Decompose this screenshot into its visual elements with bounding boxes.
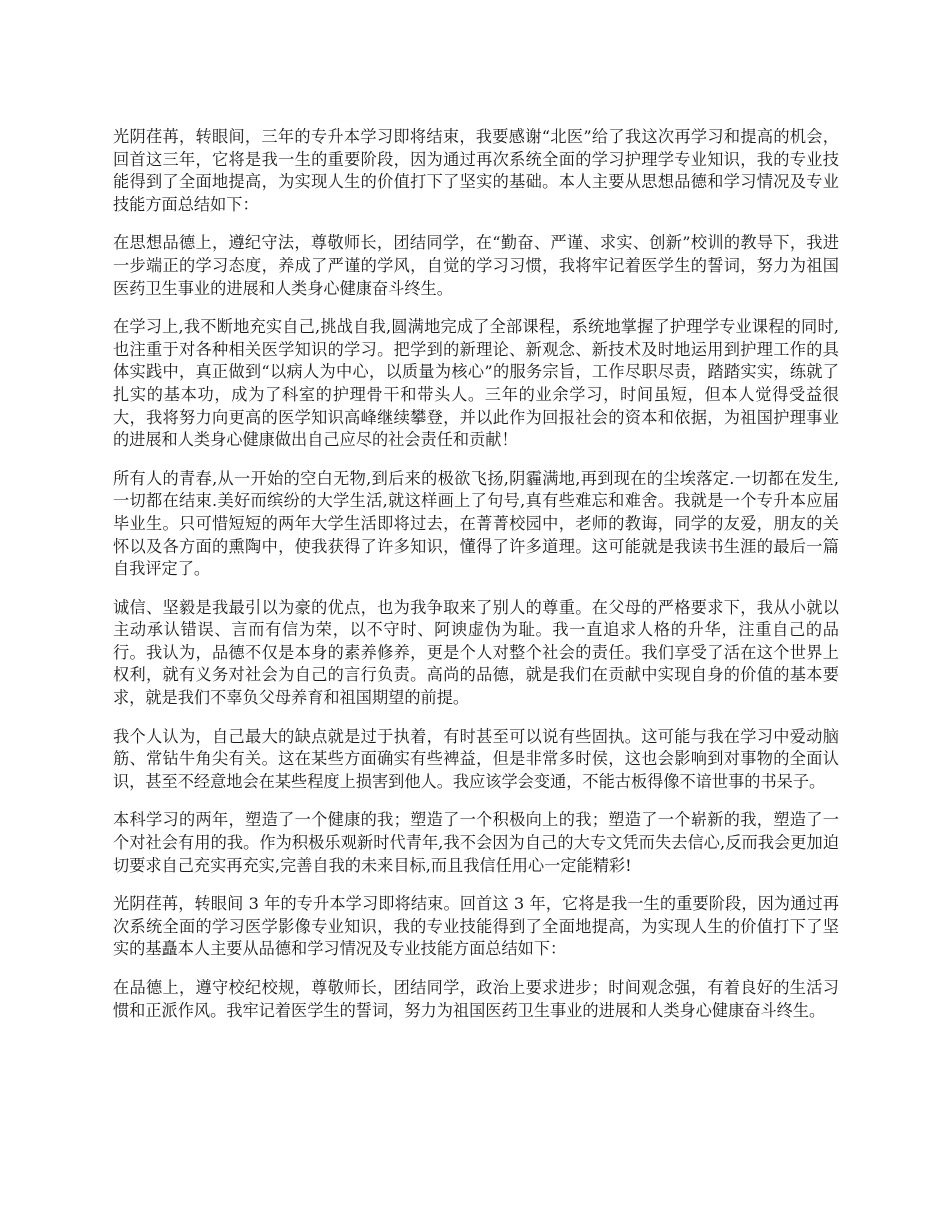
paragraph-study: 在学习上,我不断地充实自己,挑战自我,圆满地完成了全部课程，系统地掌握了护理学专业课程的同时,也注重于对各种相关医学知识的学习。把学到的新理论、新观念、新技术及时地运用到护理工作的具体实践中，真正做到“以病人为中心，以质量为核心”的服务宗旨，工作尽职尽责，踏踏实实，练就了扎实的基本功，成为了科室的护理骨干和带头人。三年的业余学习，时间虽短，但本人觉得受益很大，我将努力向更高的医学知识高峰继续攀登，并以此作为回报社会的资本和依据，为祖国护理事业的进展和人类身心健康做出自己应尽的社会责任和贡献！: [113, 317, 839, 450]
paragraph-conduct: 在品德上，遵守校纪校规，尊敬师长，团结同学，政治上要求进步；时间观念强，有着良好的生活习惯和正派作风。我牢记着医学生的誓词，努力为祖国医药卫生事业的进展和人类身心健康奋斗终生。: [113, 978, 839, 1020]
paragraph-integrity: 诚信、坚毅是我最引以为豪的优点，也为我争取来了别人的尊重。在父母的严格要求下，我从小就以主动承认错误、言而有信为荣，以不守时、阿谀虚伪为耻。我一直追求人格的升华，注重自己的品行。我认为，品德不仅是本身的素养修养，更是个人对整个社会的责任。我们享受了活在这个世界上权利，就有义务对社会为自己的言行负责。高尚的品德，就是我们在贡献中实现自身的价值的基本要求，就是我们不辜负父母养育和祖国期望的前提。: [113, 597, 839, 708]
paragraph-shortcoming: 我个人认为，自己最大的缺点就是过于执着，有时甚至可以说有些固执。这可能与我在学习中爱动脑筋、常钻牛角尖有关。这在某些方面确实有些裨益，但是非常多时侯，这也会影响到对事物的全面认识，甚至不经意地会在某些程度上损害到他人。我应该学会变通，不能古板得像不谙世事的书呆子。: [113, 726, 839, 791]
paragraph-youth: 所有人的青春,从一开始的空白无物,到后来的极欲飞扬,阴霾满地,再到现在的尘埃落定.一切都在发生,一切都在结束.美好而缤纷的大学生活,就这样画上了句号,真有些难忘和难舍。我就是一个专升本应届毕业生。只可惜短短的两年大学生活即将过去，在菁菁校园中，老师的教诲，同学的友爱，朋友的关怀以及各方面的熏陶中，使我获得了许多知识，懂得了许多道理。这可能就是我读书生涯的最后一篇自我评定了。: [113, 468, 839, 579]
paragraph-summary-second: 光阴荏苒，转眼间 3 年的专升本学习即将结束。回首这 3 年，它将是我一生的重要阶段，因为通过再次系统全面的学习医学影像专业知识，我的专业技能得到了全面地提高，为实现人生的价值打下了坚实的基矗本人主要从品德和学习情况及专业技能方面总结如下：: [113, 894, 839, 959]
document-body: [113, 126, 839, 1038]
paragraph-ideology: 在思想品德上，遵纪守法，尊敬师长，团结同学，在“勤奋、严谨、求实、创新”校训的教导下，我进一步端正的学习态度，养成了严谨的学风，自觉的学习习惯，我将牢记着医学生的誓词，努力为祖国医药卫生事业的进展和人类身心健康奋斗终生。: [113, 233, 839, 298]
paragraph-intro: 光阴荏苒，转眼间，三年的专升本学习即将结束，我要感谢“北医”给了我这次再学习和提高的机会，回首这三年，它将是我一生的重要阶段，因为通过再次系统全面的学习护理学专业知识，我的专业技能得到了全面地提高，为实现人生的价值打下了坚实的基础。本人主要从思想品德和学习情况及专业技能方面总结如下：: [113, 127, 839, 214]
paragraph-growth: 本科学习的两年，塑造了一个健康的我；塑造了一个积极向上的我；塑造了一个崭新的我，塑造了一个对社会有用的我。作为积极乐观新时代青年,我不会因为自己的大专文凭而失去信心,反而我会更加迫切要求自己充实再充实,完善自我的未来目标,而且我信任用心一定能精彩!: [113, 810, 839, 875]
